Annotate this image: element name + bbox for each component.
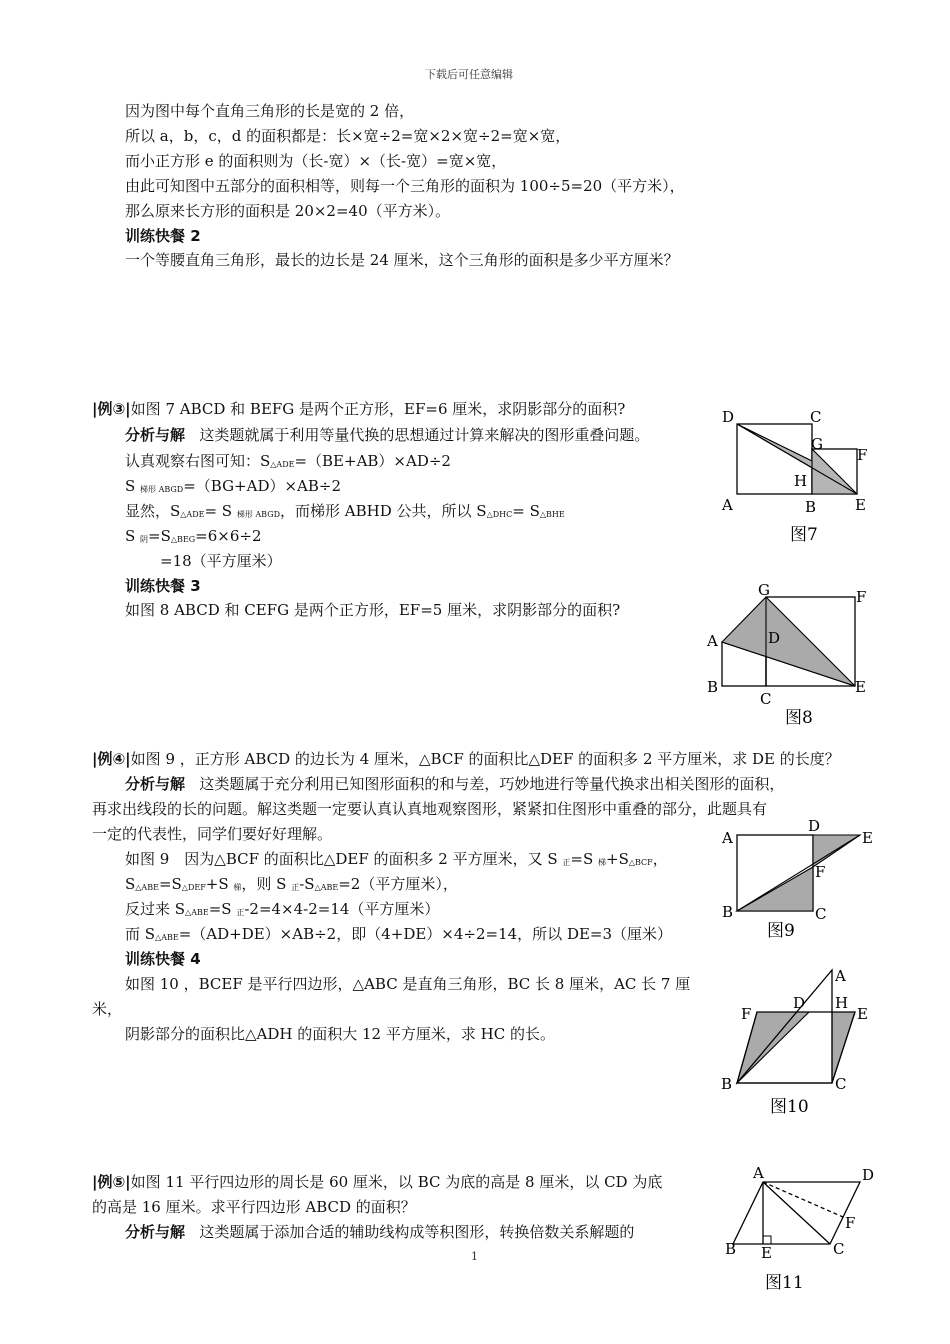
label-b: B [707, 678, 719, 696]
figure-caption: 图8 [785, 708, 813, 728]
training-body: 阴影部分的面积比△ADH 的面积大 12 平方厘米，求 HC 的长。 [125, 1025, 555, 1043]
analysis-line [125, 423, 649, 447]
label-f: F [856, 588, 867, 606]
analysis-label: 分析与解 [125, 426, 186, 444]
analysis-line: 再求出线段的长的问题。解这类题一定要认真认真地观察图形，紧紧扣住图形中重叠的部分，此题具有 [92, 800, 768, 818]
analysis-line: 分析与解 这类题属于添加合适的辅助线构成等积图形，转换倍数关系解题的 [125, 1223, 635, 1241]
label-d: D [768, 629, 781, 647]
label-e: E [855, 496, 866, 514]
label-f: F [741, 1005, 752, 1023]
example-label: |例③| [92, 400, 131, 418]
text-line: 所以 a，b，c，d 的面积都是：长×宽÷2=宽×2×宽÷2=宽×宽， [125, 127, 571, 145]
label-e: E [761, 1244, 772, 1262]
label-g: G [811, 435, 823, 453]
label-b: B [805, 498, 817, 516]
solution-line: 显然，S△ADE= S 梯形 ABGD，而梯形 ABHD 公共，所以 S△DHC= S△BHE [125, 502, 565, 520]
figure-10 [715, 965, 875, 1120]
training-body: 米， [92, 1000, 123, 1018]
solution-line: S△ABE=S△DEF+S 梯，则 S 正-S△ABE=2（平方厘米）， [125, 875, 458, 893]
analysis-line: 分析与解 这类题属于充分利用已知图形面积的和与差，巧妙地进行等量代换求出相关图形的面积， [125, 775, 785, 793]
label-a: A [707, 632, 718, 650]
label-a: A [753, 1164, 764, 1182]
triangle-abc [737, 970, 832, 1083]
example-label: |例⑤| [92, 1173, 131, 1191]
analysis-line: 一定的代表性，同学们要好好理解。 [92, 825, 333, 843]
training-title: 训练快餐 4 [125, 950, 201, 968]
label-c: C [810, 408, 822, 426]
label-a: A [835, 967, 846, 985]
solution-line: 认真观察右图可知：S△ADE=（BE+AB）×AD÷2 [125, 452, 451, 470]
solution-line: S 阴=S△BEG=6×6÷2 [125, 527, 262, 545]
label-d: D [808, 817, 821, 835]
label-d: D [793, 994, 806, 1012]
figure-caption: 图9 [767, 921, 795, 941]
label-g: G [758, 581, 770, 599]
training-title: 训练快餐 3 [125, 577, 201, 595]
label-c: C [815, 905, 827, 923]
label-f: F [845, 1214, 856, 1232]
solution-line: =18（平方厘米） [160, 552, 282, 570]
question-text: 如图 9 ，正方形 ABCD 的边长为 4 厘米，△BCF 的面积比△DEF 的面积多 2 平方厘米，求 DE 的长度？ [130, 750, 840, 768]
shaded-triangle [722, 597, 855, 686]
figure-7 [710, 400, 870, 550]
label-b: B [722, 903, 734, 921]
figure-caption: 图7 [790, 525, 818, 545]
figure-caption: 图11 [765, 1273, 804, 1293]
label-h: H [835, 994, 849, 1012]
label-f: F [857, 446, 868, 464]
example-question: |例⑤|如图 11 平行四边形的周长是 60 厘米，以 BC 为底的高是 8 厘米，以 CD 为底 [92, 1173, 663, 1191]
solution-line: 而 S△ABE=（AD+DE）×AB÷2，即（4+DE）×4÷2=14，所以 DE=3（厘米） [125, 925, 673, 943]
label-c: C [760, 690, 772, 708]
label-f: F [815, 863, 826, 881]
figure-11 [725, 1160, 885, 1300]
example-label: |例④| [92, 750, 131, 768]
training-body: 一个等腰直角三角形，最长的边长是 24 厘米，这个三角形的面积是多少平方厘米？ [125, 251, 679, 269]
page-number: 1 [471, 1250, 478, 1263]
training-body: 如图 8 ABCD 和 CEFG 是两个正方形，EF=5 厘米，求阴影部分的面积? [125, 601, 621, 619]
label-e: E [855, 678, 866, 696]
figure-9 [715, 815, 875, 943]
figure-caption: 图10 [770, 1097, 809, 1117]
label-e: E [857, 1005, 868, 1023]
text-line: 由此可知图中五部分的面积相等，则每一个三角形的面积为 100÷5=20（平方米）， [125, 177, 685, 195]
solution-line: 如图 9 因为△BCF 的面积比△DEF 的面积多 2 平方厘米，又 S 正=S 梯+S△BCF， [125, 850, 668, 868]
example-question [92, 397, 625, 421]
label-d: D [722, 408, 735, 426]
label-d: D [862, 1166, 875, 1184]
label-c: C [835, 1075, 847, 1093]
label-h: H [794, 472, 808, 490]
label-b: B [721, 1075, 733, 1093]
example-question [92, 747, 840, 771]
text-line: 而小正方形 e 的面积则为（长-宽）×（长-宽）=宽×宽， [125, 152, 507, 170]
label-c: C [833, 1240, 845, 1258]
analysis-label: 分析与解 [125, 775, 186, 793]
page-header: 下载后可任意编辑 [425, 68, 513, 81]
question-text: 如图 7 ABCD 和 BEFG 是两个正方形，EF=6 厘米，求阴影部分的面积? [130, 400, 626, 418]
label-b: B [725, 1240, 737, 1258]
analysis-text: 这类题就属于利用等量代换的思想通过计算来解决的图形重叠问题。 [199, 426, 650, 444]
analysis-label: 分析与解 [125, 1223, 186, 1241]
training-body: 如图 10 ，BCEF 是平行四边形，△ABC 是直角三角形，BC 长 8 厘米，AC 长 7 厘 [125, 975, 691, 993]
question-text: 的高是 16 厘米。求平行四边形 ABCD 的面积？ [92, 1198, 416, 1216]
training-title: 训练快餐 2 [125, 227, 201, 245]
solution-line: 反过来 S△ABE=S 正-2=4×4-2=14（平方厘米） [125, 900, 440, 918]
label-a: A [722, 496, 733, 514]
text-line: 那么原来长方形的面积是 20×2=40（平方米）。 [125, 202, 451, 220]
solution-line: S 梯形 ABGD=（BG+AD）×AB÷2 [125, 477, 342, 495]
figure-8 [700, 580, 875, 730]
label-a: A [722, 829, 733, 847]
text-line: 因为图中每个直角三角形的长是宽的 2 倍， [125, 102, 415, 120]
label-e: E [862, 829, 873, 847]
